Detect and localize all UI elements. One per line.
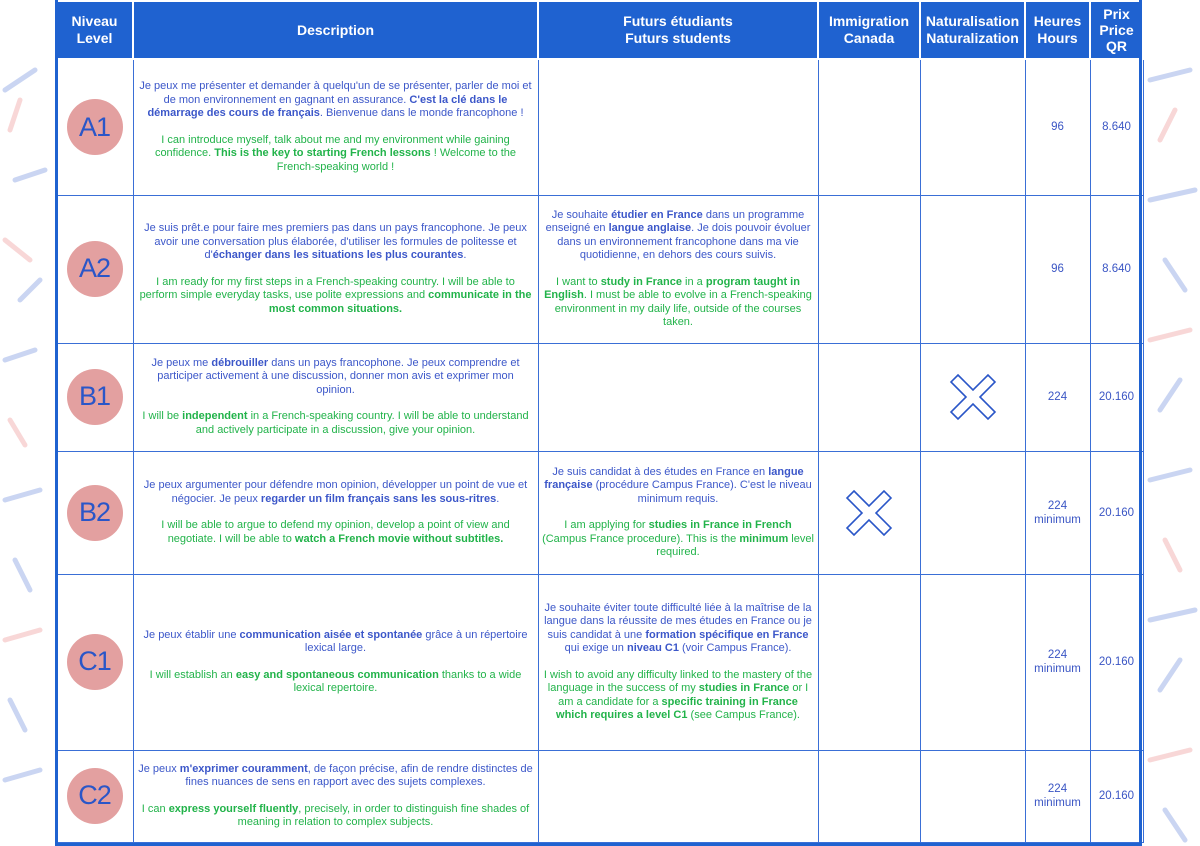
students-french: Je souhaite étudier en France dans un programme enseigné en langue anglaise. Je dois pouvoir évoluer dans un environnement francophone dans ma vie quotidienne, en dehors des cours suivis. [545,208,811,261]
header-price: Prix Price QR [1090,1,1143,59]
students-french: Je souhaite éviter toute difficulté liée à la maîtrise de la langue dans la réussite de mes études en France ou je suis candidat à une formation spécifique en France qui exige un niveau C1 (voir Campus France). [544,601,812,654]
students-english: I want to study in France in a program taught in English. I must be able to evolve in a French-speaking environment in my daily life, outside of the courses taken. [544,275,812,328]
header-students: Futurs étudiants Futurs students [538,1,818,59]
description-cell [133,574,538,750]
header-immigration: Immigration Canada [818,1,920,59]
hours-cell [1025,343,1090,451]
header-description: Description [133,1,538,59]
level-cell [56,59,133,195]
hours-cell [1025,451,1090,574]
description-french: Je peux établir une communication aisée et spontanée grâce à un répertoire lexical large. [143,628,528,654]
naturalisation-cell [920,195,1025,343]
hours-value: 224 [1047,649,1068,661]
table-row [56,343,1143,451]
price-value: 20.160 [1098,391,1135,403]
description-english: I will be able to argue to defend my opinion, develop a point of view and negotiate. I will be able to watch a French movie without subtitles. [161,519,510,545]
immigration-cell [818,451,920,574]
price-value: 20.160 [1098,506,1135,519]
hours-value: 96 [1051,121,1064,134]
immigration-cell [818,343,920,451]
table-row [56,750,1143,842]
naturalisation-cell [920,59,1025,195]
students-cell [538,343,818,451]
immigration-cell [818,195,920,343]
price-cell [1090,343,1143,451]
description-french: Je suis prêt.e pour faire mes premiers pas dans un pays francophone. Je peux avoir une conversation plus élaborée, d'utiliser les formules de politesse et d'échanger dans les situations les plus courantes. [144,222,527,261]
description-french: Je peux m'exprimer couramment, de façon précise, afin de rendre distinctes de fines nuances de sens en rapport avec des sujets complexes. [138,762,533,788]
table-row [56,195,1143,343]
immigration-cell [818,750,920,842]
level-badge: B2 [67,485,123,541]
students-french: Je suis candidat à des études en France en langue française (procédure Campus France). C'est le niveau minimum requis. [544,465,812,505]
description-cell [133,750,538,842]
description-english: I will be independent in a French-speaking country. I will be able to understand and actively participate in a discussion, give your opinion. [142,410,529,436]
students-english: I am applying for studies in France in French (Campus France procedure). This is the minimum level required. [542,519,814,558]
students-cell [538,451,818,574]
table-row [56,451,1143,574]
description-cell [133,59,538,195]
header-naturalisation: Naturalisation Naturalization [920,1,1025,59]
hours-value: 96 [1051,263,1064,275]
level-badge: A1 [67,99,123,155]
students-cell [538,59,818,195]
description-cell [133,343,538,451]
price-value: 8.640 [1102,263,1131,275]
description-cell [133,195,538,343]
naturalisation-cell [920,451,1025,574]
level-badge: A2 [67,241,123,297]
level-cell [56,574,133,750]
hours-cell [1025,59,1090,195]
table-row [56,59,1143,195]
hours-value: 224 [1047,783,1068,795]
naturalisation-cell [920,574,1025,750]
hours-value: 224 [1047,391,1068,403]
hours-note: minimum [1034,797,1081,809]
price-cell [1090,195,1143,343]
price-cell [1090,750,1143,842]
students-english: I wish to avoid any difficulty linked to the mastery of the language in the success of my studies in France or I am a candidate for a specific training in France which requires a level C1 (see Campus France). [543,668,813,721]
price-cell [1090,574,1143,750]
description-english: I can introduce myself, talk about me and my environment while gaining confidence. This is the key to starting French lessons ! Welcome to the French-speaking world ! [154,133,517,173]
description-french: Je peux me présenter et demander à quelqu'un de se présenter, parler de moi et de mon environnement en gagnant en assurance. C'est la clé dans le démarrage des cours de français. Bienvenue dans le monde francophone ! [139,80,532,120]
description-english: I am ready for my first steps in a French-speaking country. I will be able to perform simple everyday tasks, use polite expressions and communicate in the most common situations. [139,275,532,315]
price-value: 8.640 [1102,121,1131,134]
header-row [56,1,1143,59]
x-cross-icon [948,372,998,422]
description-english: I will establish an easy and spontaneous communication thanks to a wide lexical repertoire. [149,668,522,694]
description-french: Je peux argumenter pour défendre mon opinion, développer un point de vue et négocier. Je peux regarder un film français sans les sous-ritres. [143,479,528,505]
price-value: 20.160 [1098,656,1135,668]
level-cell [56,451,133,574]
immigration-cell [818,59,920,195]
hours-value: 224 [1047,499,1068,512]
hours-note: minimum [1034,513,1081,526]
students-cell [538,750,818,842]
naturalisation-cell [920,750,1025,842]
level-cell [56,195,133,343]
level-table-container [55,0,1142,846]
level-badge: B1 [67,369,123,425]
students-cell [538,574,818,750]
hours-cell [1025,574,1090,750]
table-row [56,574,1143,750]
level-badge: C2 [67,768,123,824]
description-english: I can express yourself fluently, precisely, in order to distinguish fine shades of meaning in relation to complex subjects. [141,802,530,828]
price-cell [1090,59,1143,195]
level-cell [56,343,133,451]
x-cross-icon [844,488,894,538]
students-cell [538,195,818,343]
description-french: Je peux me débrouiller dans un pays francophone. Je peux comprendre et participer activement à une discussion, donner mon avis et exprimer mon opinion. [151,356,520,396]
immigration-cell [818,574,920,750]
hours-cell [1025,750,1090,842]
level-cell [56,750,133,842]
hours-cell [1025,195,1090,343]
naturalisation-cell [920,343,1025,451]
header-level: Niveau Level [56,1,133,59]
level-badge: C1 [67,634,123,690]
price-cell [1090,451,1143,574]
hours-note: minimum [1034,663,1081,675]
description-cell [133,451,538,574]
price-value: 20.160 [1098,790,1135,802]
level-table [55,0,1144,843]
header-hours: Heures Hours [1025,1,1090,59]
